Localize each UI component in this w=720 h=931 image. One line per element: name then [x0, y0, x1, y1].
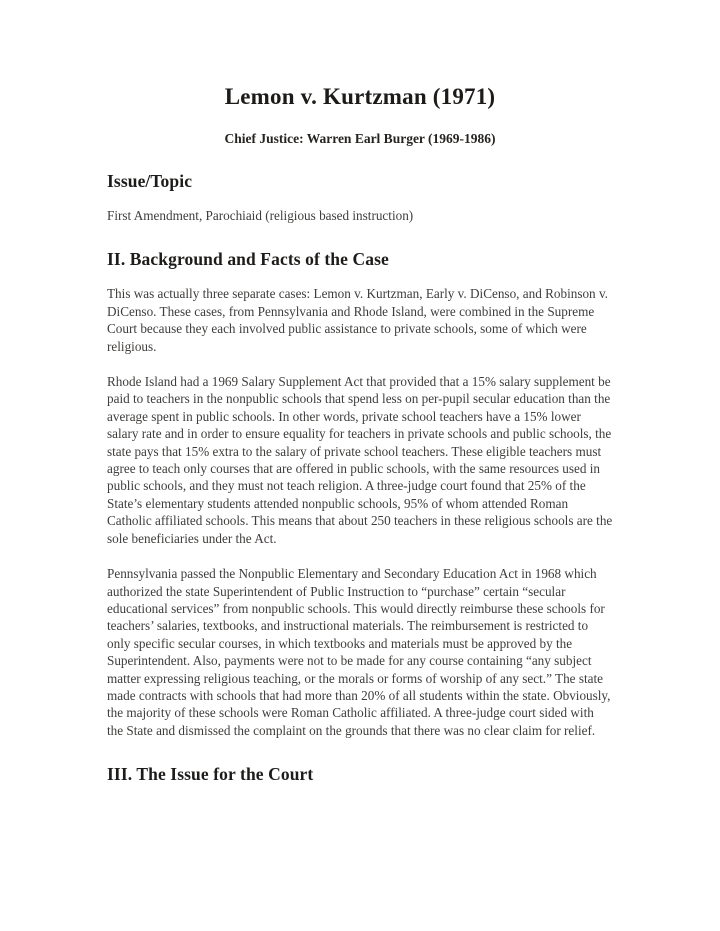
paragraph-pennsylvania: Pennsylvania passed the Nonpublic Elementary and Secondary Education Act in 1968 which authorized the state Superintendent of Public Instruction to “purchase” certain “secular educational services” from nonpublic schools. This would directly reimburse these schools for teachers’ salaries, textbooks, and instructional materials. The reimbursement is restricted to only specific secular courses, in which textbooks and materials must be approved by the Superintendent. Also, payments were not to be made for any course containing “any subject matter expressing religious teaching, or the morals or forms of worship of any sect.” The state made contracts with schools that had more than 20% of all students within the state. Obviously, the majority of these schools were Roman Catholic affiliated. A three-judge court sided with the State and dismissed the complaint on the grounds that there was no clear claim for relief.: [107, 566, 611, 738]
section-heading-issue-topic: Issue/Topic: [107, 171, 193, 191]
section-heading-background-facts: II. Background and Facts of the Case: [107, 249, 389, 270]
paragraph-three-cases: This was actually three separate cases: Lemon v. Kurtzman, Early v. DiCenso, and Robinson v. DiCenso. These cases, from Pennsylvania and Rhode Island, were combined in the Supreme Court because they each involved public assistance to private schools, some of which were religious.: [107, 286, 608, 354]
document-subtitle: Chief Justice: Warren Earl Burger (1969-1986): [224, 131, 496, 146]
paragraph-issue-topic: First Amendment, Parochiaid (religious based instruction): [107, 208, 414, 223]
paragraph-rhode-island: Rhode Island had a 1969 Salary Supplement Act that provided that a 15% salary supplement be paid to teachers in the nonpublic schools that spend less on per-pupil secular education than the average spent in public schools. In other words, private school teachers have a 15% lower salary rate and in order to ensure equality for teachers in private schools and public schools, the state pays that 15% extra to the salary of private school teachers. These eligible teachers must agree to teach only courses that are offered in public schools, with the same resources used in public schools, and they must not teach religion. A three-judge court found that 25% of the State’s elementary students attended nonpublic schools, 95% of whom attended Roman Catholic affiliated schools. This means that about 250 teachers in these religious schools are the sole beneficiaries under the Act.: [107, 374, 613, 546]
document-title: Lemon v. Kurtzman (1971): [224, 84, 496, 109]
section-heading-issue-for-court: III. The Issue for the Court: [107, 764, 314, 785]
